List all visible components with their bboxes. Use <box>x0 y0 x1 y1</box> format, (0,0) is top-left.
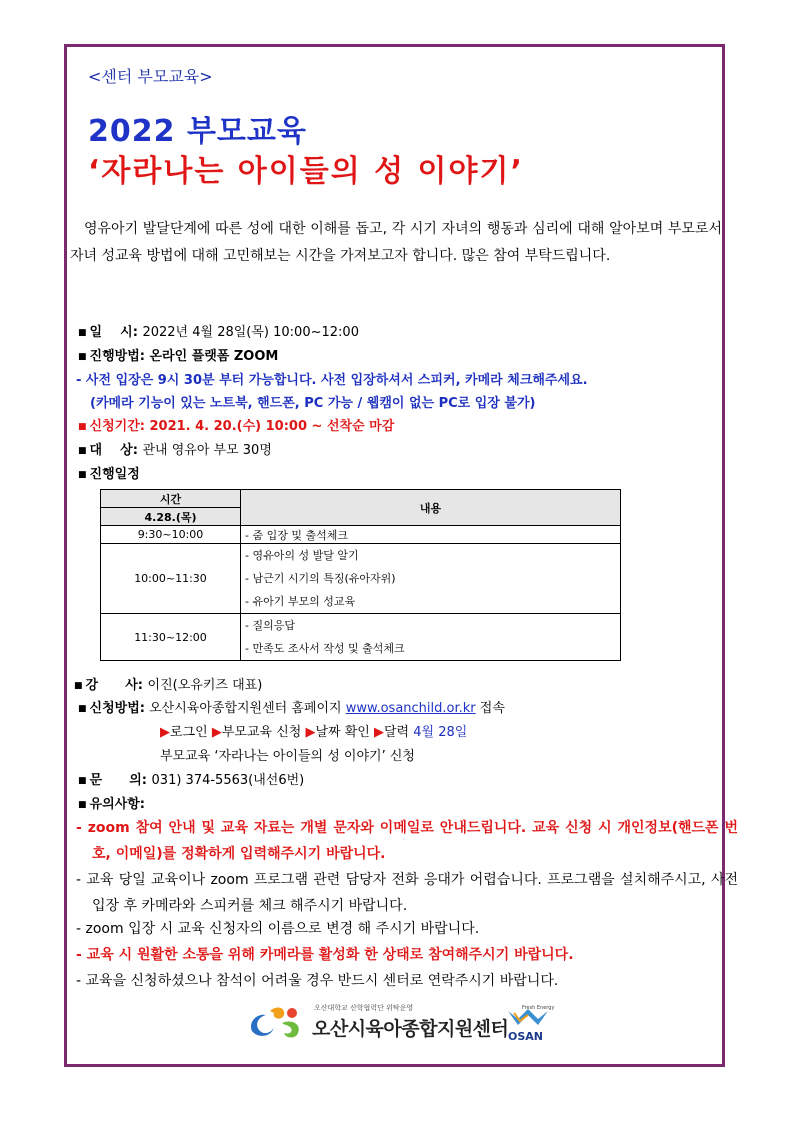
date-row <box>78 321 359 340</box>
table-header-row <box>101 490 621 508</box>
target-row <box>78 439 272 458</box>
square-bullet-icon: ■ <box>78 800 87 810</box>
city-tagline: Fresh Energy <box>522 1005 555 1011</box>
step-apply <box>212 725 301 740</box>
step-label: 날짜 확인 <box>315 725 370 740</box>
application-suffix: 접속 <box>479 701 505 716</box>
section-tag: <센터 부모교육> <box>88 67 213 86</box>
apply-period: 신청기간: 2021. 4. 20.(수) 10:00 ~ 선착순 마감 <box>89 419 395 434</box>
square-bullet-icon: ■ <box>78 328 87 338</box>
instructor-label: 강 사: <box>85 678 143 693</box>
schedule-table <box>100 489 621 661</box>
schedule-item: - 남근기 시기의 특징(유아자위) <box>245 572 396 585</box>
method-note-2: (카메라 기능이 있는 노트북, 핸드폰, PC 가능 / 웹캠이 없는 PC로 입장 불가) <box>90 396 536 411</box>
step-date-check <box>305 725 369 740</box>
page-title: 2022 부모교육 <box>88 114 307 149</box>
date-value: 2022년 4월 28일(목) 10:00~12:00 <box>142 325 359 340</box>
square-bullet-icon: ■ <box>74 681 83 691</box>
arrow-right-icon: ▶ <box>211 725 222 740</box>
square-bullet-icon: ■ <box>78 776 87 786</box>
step-label: 부모교육 신청 <box>221 725 302 740</box>
table-row <box>101 526 621 544</box>
table-header-time: 시간 <box>101 490 241 508</box>
table-header-content: 내용 <box>241 490 621 526</box>
contact-value: 031) 374-5563(내선6번) <box>151 773 305 788</box>
note-item: - zoom 입장 시 교육 신청자의 이름으로 변경 해 주시기 바랍니다. <box>76 921 480 937</box>
contact-row <box>78 769 304 788</box>
note-item: - 교육 당일 교육이나 zoom 프로그램 관련 담당자 전화 응대가 어렵습니다. 프로그램을 설치해주시고, 사전 입장 후 카메라와 스피커를 체크 해주시기 바랍니다. <box>76 872 738 914</box>
schedule-item: - 질의응답 <box>245 619 295 632</box>
schedule-item: - 줌 입장 및 출석체크 <box>245 528 348 542</box>
application-step-line2: 부모교육 ‘자라나는 아이들의 성 이야기’ 신청 <box>160 749 415 764</box>
table-cell-time: 11:30~12:00 <box>101 614 241 661</box>
contact-label: 문 의: <box>89 773 147 788</box>
table-header-date: 4.28.(목) <box>101 508 241 526</box>
table-row <box>101 544 621 614</box>
date-label: 일 시: <box>89 325 138 340</box>
schedule-heading-row <box>78 463 140 482</box>
org-tagline: 오산대학교 산학협력단 위탁운영 <box>314 1004 414 1012</box>
arrow-right-icon: ▶ <box>160 725 170 740</box>
notes-heading-row <box>78 793 145 812</box>
method-row <box>78 345 278 364</box>
table-cell-content <box>241 526 621 544</box>
square-bullet-icon: ■ <box>78 704 87 714</box>
square-bullet-icon: ■ <box>78 446 87 456</box>
step-date: 4월 28일 <box>413 725 468 740</box>
page-subtitle: ‘자라나는 아이들의 성 이야기’ <box>88 154 524 189</box>
intro-paragraph: 영유아기 발달단계에 따른 성에 대한 이해를 돕고, 각 시기 자녀의 행동과 심리에 대해 알아보며 부모로서 자녀 성교육 방법에 대해 고민해보는 시간을 가져보고자 합니다. 많은 참여 부탁드립니다. <box>70 221 722 264</box>
application-prefix: 오산시육아종합지원센터 홈페이지 <box>149 701 342 716</box>
application-label: 신청방법: <box>89 701 145 716</box>
center-logo-icon <box>246 1001 312 1041</box>
org-name: 오산시육아종합지원센터 <box>312 1018 509 1040</box>
table-cell-content <box>241 614 621 661</box>
instructor-row <box>74 674 262 693</box>
step-label: 로그인 <box>170 725 208 740</box>
target-label: 대 상: <box>89 443 138 458</box>
schedule-item: - 유아기 부모의 성교육 <box>245 595 356 608</box>
city-name: OSAN <box>508 1030 543 1043</box>
schedule-heading: 진행일정 <box>89 467 140 482</box>
note-item: - 교육을 신청하셨으나 참석이 어려울 경우 반드시 센터로 연락주시기 바랍니다. <box>76 973 559 989</box>
step-login <box>160 725 208 740</box>
table-cell-time: 9:30~10:00 <box>101 526 241 544</box>
step-label: 달력 <box>383 725 410 740</box>
application-row <box>78 697 505 716</box>
schedule-item: - 만족도 조사서 작성 및 출석체크 <box>245 642 405 655</box>
application-steps <box>160 721 467 740</box>
arrow-right-icon: ▶ <box>373 725 384 740</box>
note-item: - 교육 시 원활한 소통을 위해 카메라를 활성화 한 상태로 참여해주시기 바랍니다. <box>76 947 574 963</box>
table-cell-time: 10:00~11:30 <box>101 544 241 614</box>
schedule-item: - 영유아의 성 발달 알기 <box>245 549 359 562</box>
square-bullet-icon: ■ <box>78 470 87 480</box>
square-bullet-icon: ■ <box>78 422 87 432</box>
apply-period-row <box>78 415 394 434</box>
instructor-value: 이진(오유키즈 대표) <box>147 678 263 693</box>
method-note-1: - 사전 입장은 9시 30분 부터 가능합니다. 사전 입장하셔서 스피커, 카메라 체크해주세요. <box>76 373 588 388</box>
note-item: - zoom 참여 안내 및 교육 자료는 개별 문자와 이메일로 안내드립니다. 교육 신청 시 개인정보(핸드폰 번호, 이메일)를 정확하게 입력해주시기 바랍니다. <box>76 820 738 862</box>
table-cell-content <box>241 544 621 614</box>
method-value: 온라인 플랫폼 ZOOM <box>149 349 279 364</box>
table-row <box>101 614 621 661</box>
arrow-right-icon: ▶ <box>305 725 316 740</box>
method-label: 진행방법: <box>89 349 145 364</box>
notes-heading: 유의사항: <box>89 797 145 812</box>
step-calendar <box>374 725 409 740</box>
target-value: 관내 영유아 부모 30명 <box>142 443 272 458</box>
homepage-link[interactable]: www.osanchild.or.kr <box>345 701 476 716</box>
square-bullet-icon: ■ <box>78 352 87 362</box>
